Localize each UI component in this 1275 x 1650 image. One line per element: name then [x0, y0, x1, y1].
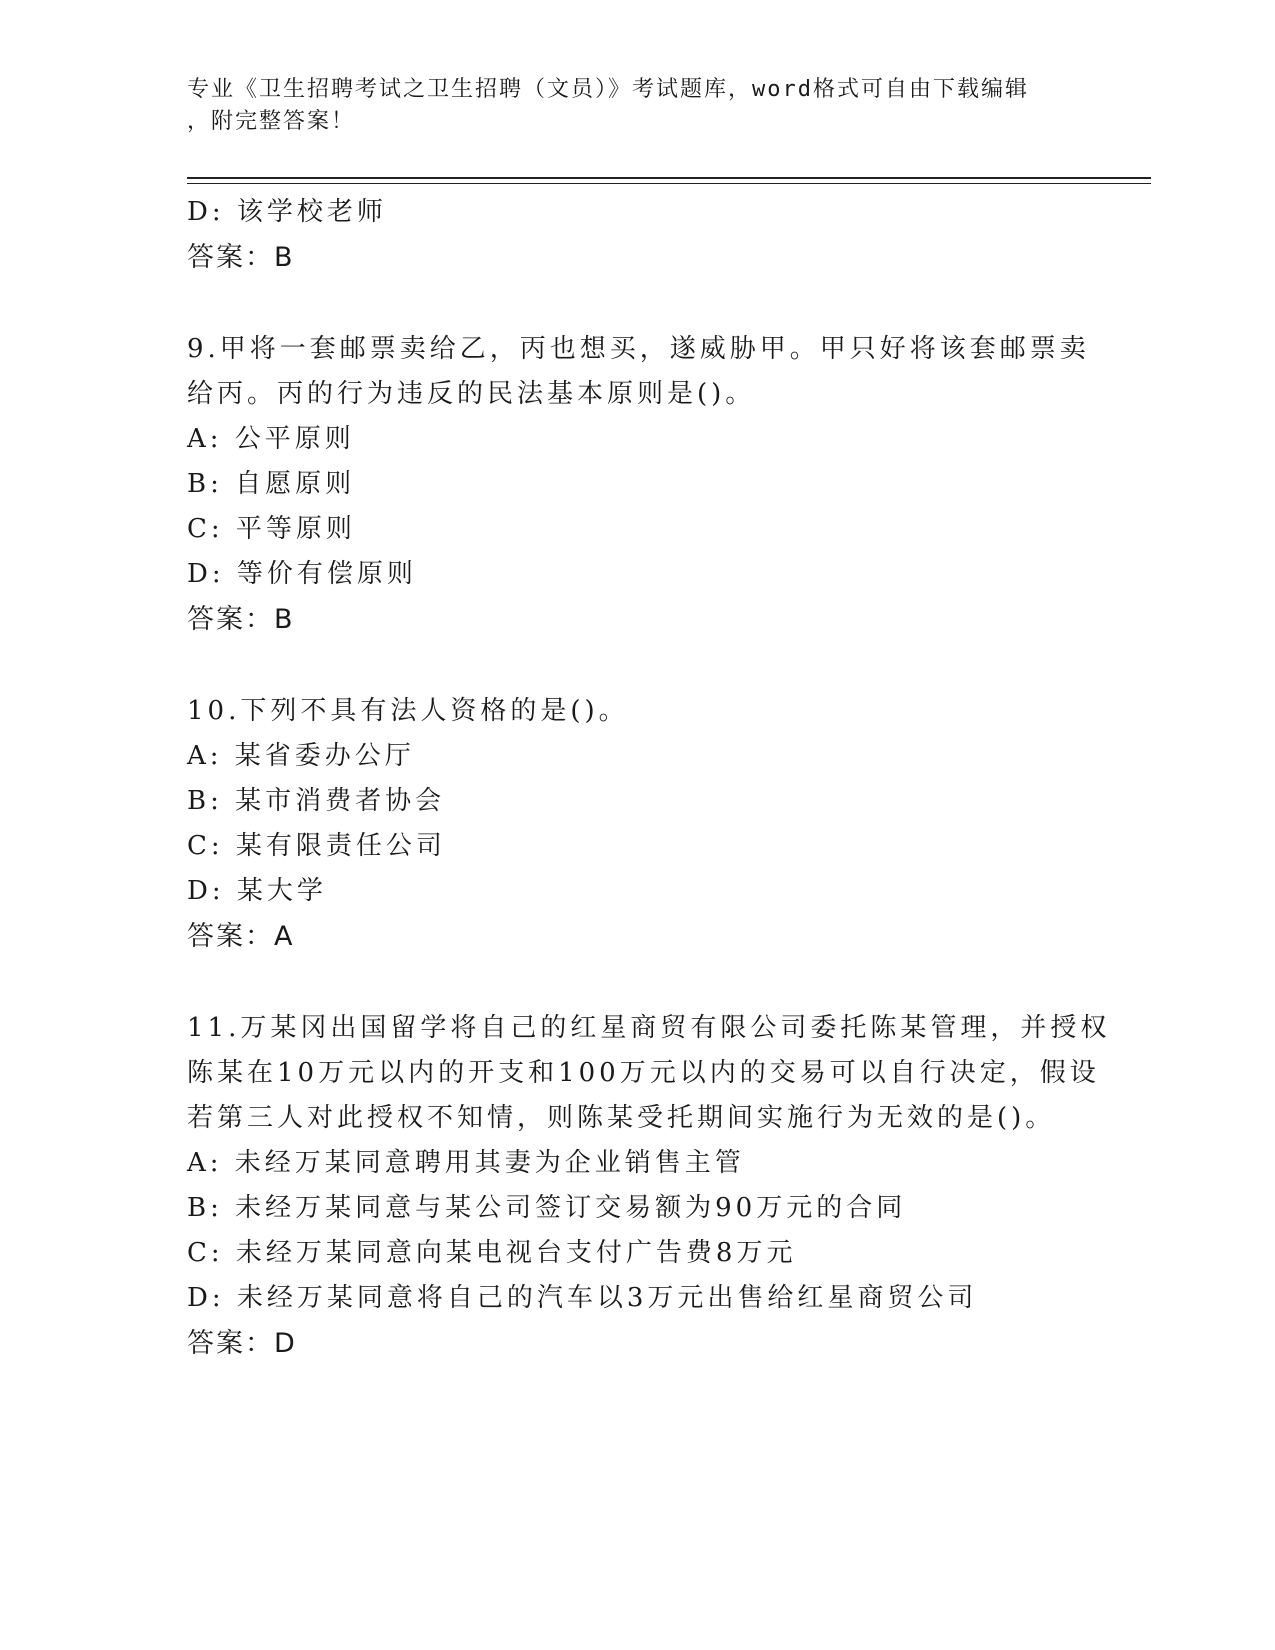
option-c: C: 未经万某同意向某电视台支付广告费8万元 — [187, 1238, 797, 1268]
answer: 答案：B — [187, 604, 295, 635]
question-text-line: 9.甲将一套邮票卖给乙，丙也想买，遂威胁甲。甲只好将该套邮票卖 — [187, 334, 1090, 364]
header-divider-thick — [187, 177, 1151, 179]
question-text — [187, 327, 1090, 417]
question-text-line: 11.万某冈出国留学将自己的红星商贸有限公司委托陈某管理，并授权 — [187, 1013, 1111, 1043]
option-d: D: 等价有偿原则 — [187, 559, 417, 589]
spacer — [187, 959, 1087, 1006]
option-d: D: 未经万某同意将自己的汽车以3万元出售给红星商贸公司 — [187, 1283, 978, 1313]
question-text-line: 10.下列不具有法人资格的是()。 — [187, 696, 629, 726]
prev-option-d: D: 该学校老师 — [187, 197, 387, 227]
question-text — [187, 689, 1087, 734]
spacer — [187, 642, 1087, 689]
question-9 — [187, 327, 1090, 642]
option-b: B: 某市消费者协会 — [187, 786, 446, 816]
option-b: B: 自愿原则 — [187, 469, 356, 499]
answer: 答案：D — [187, 1328, 297, 1359]
question-text-line: 给丙。丙的行为违反的民法基本原则是()。 — [187, 379, 756, 409]
header-line-2: ，附完整答案！ — [187, 109, 356, 134]
header-line-1: 专业《卫生招聘考试之卫生招聘（文员）》考试题库，word格式可自由下载编辑 — [187, 77, 1029, 102]
option-c: C: 某有限责任公司 — [187, 831, 446, 861]
option-d: D: 某大学 — [187, 876, 327, 906]
question-11 — [187, 1006, 1111, 1366]
prev-answer: 答案：B — [187, 242, 295, 273]
question-10 — [187, 689, 1087, 959]
document-header — [187, 74, 1087, 138]
answer: 答案：A — [187, 921, 295, 952]
question-text-line: 陈某在10万元以内的开支和100万元以内的交易可以自行决定，假设 — [187, 1058, 1100, 1088]
header-divider-thin — [187, 183, 1151, 184]
question-text-line: 若第三人对此授权不知情，则陈某受托期间实施行为无效的是()。 — [187, 1103, 1056, 1133]
option-b: B: 未经万某同意与某公司签订交易额为90万元的合同 — [187, 1193, 907, 1223]
spacer — [187, 280, 1087, 327]
question-list — [187, 190, 1111, 1366]
option-c: C: 平等原则 — [187, 514, 356, 544]
question-text — [187, 1006, 1111, 1141]
option-a: A: 未经万某同意聘用其妻为企业销售主管 — [187, 1148, 745, 1178]
option-a: A: 某省委办公厅 — [187, 741, 415, 771]
option-a: A: 公平原则 — [187, 424, 355, 454]
